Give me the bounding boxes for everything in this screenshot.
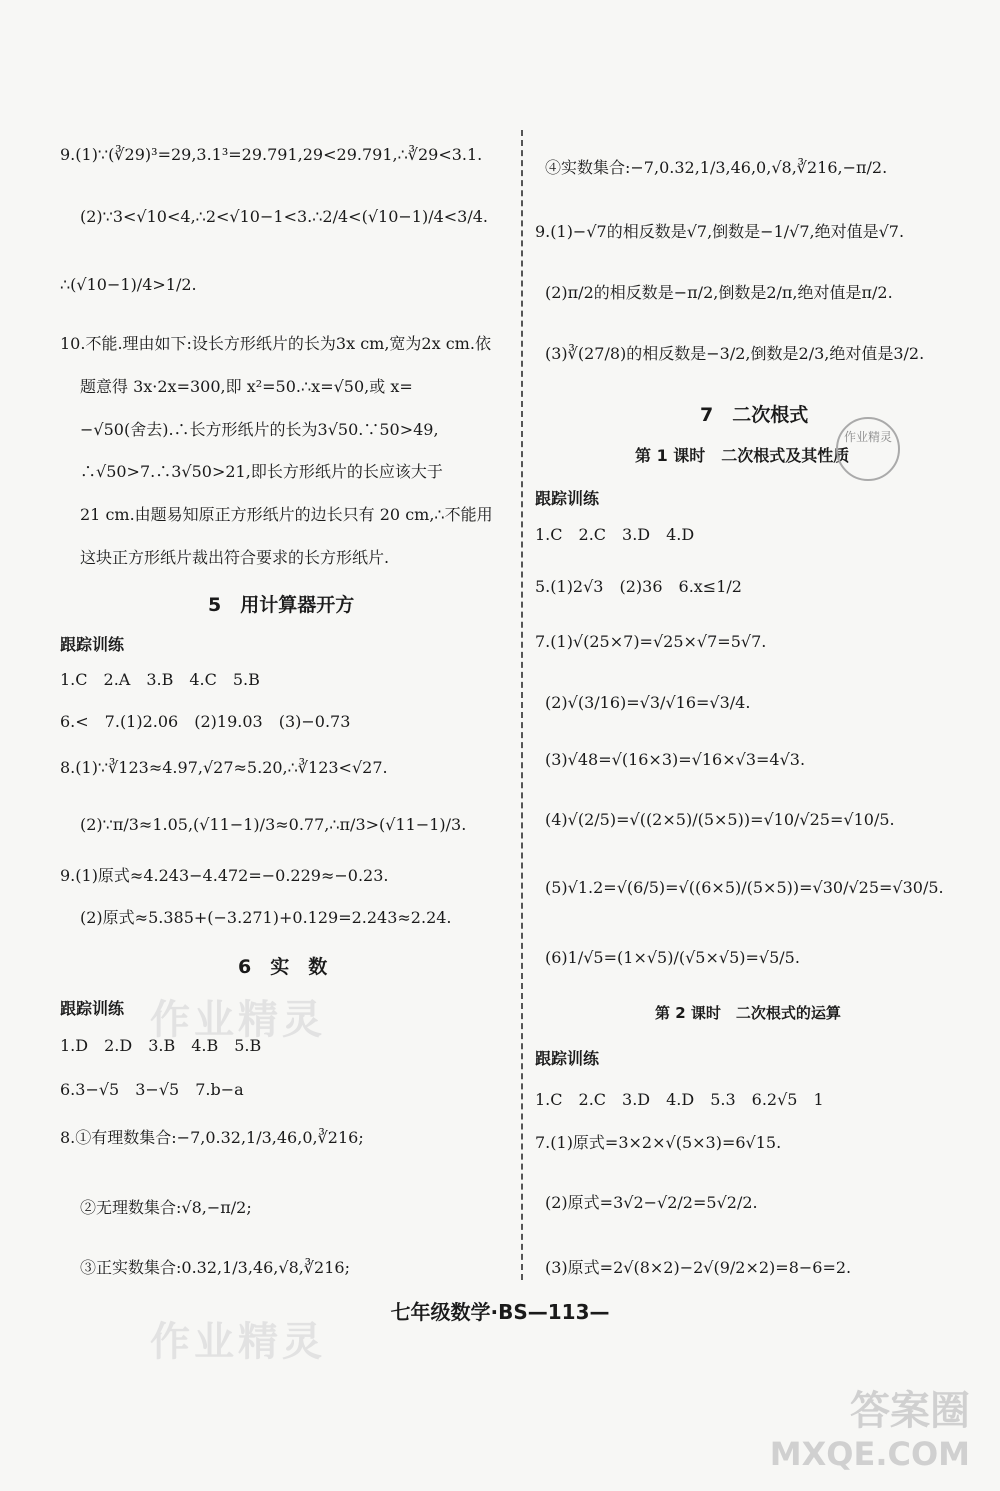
answer-line: 9.(1)∵(∛29)³=29,3.1³=29.791,29<29.791,∴∛29<3.1. bbox=[60, 145, 483, 164]
answer-line: (6)1/√5=(1×√5)/(√5×√5)=√5/5. bbox=[545, 948, 800, 967]
answer-line: ②无理数集合:√8,−π/2; bbox=[80, 1198, 252, 1217]
answer-line: 21 cm.由题易知原正方形纸片的边长只有 20 cm,∴不能用 bbox=[80, 505, 493, 524]
lesson-title: 第 2 课时 二次根式的运算 bbox=[655, 1004, 841, 1022]
answer-line: (3)∛(27/8)的相反数是−3/2,倒数是2/3,绝对值是3/2. bbox=[545, 344, 925, 363]
answer-line: (3)√48=√(16×3)=√16×√3=4√3. bbox=[545, 750, 806, 769]
answer-line: 这块正方形纸片裁出符合要求的长方形纸片. bbox=[80, 548, 390, 567]
answer-line: 6.3−√5 3−√5 7.b−a bbox=[60, 1080, 244, 1099]
answer-line: (2)原式=3√2−√2/2=5√2/2. bbox=[545, 1193, 758, 1212]
answer-line: 8.①有理数集合:−7,0.32,1/3,46,0,∛216; bbox=[60, 1128, 364, 1147]
answer-line: 7.(1)√(25×7)=√25×√7=5√7. bbox=[535, 632, 767, 651]
answer-line: −√50(舍去).∴长方形纸片的长为3√50.∵50>49, bbox=[80, 420, 439, 439]
answer-line: 8.(1)∵∛123≈4.97,√27≈5.20,∴∛123<√27. bbox=[60, 758, 388, 777]
section-title: 5 用计算器开方 bbox=[208, 594, 355, 616]
column-divider bbox=[521, 130, 523, 1280]
stamp-logo: 作业精灵 bbox=[836, 417, 900, 481]
answer-line: 6.< 7.(1)2.06 (2)19.03 (3)−0.73 bbox=[60, 712, 351, 731]
answer-line: 1.C 2.C 3.D 4.D bbox=[535, 525, 695, 544]
watermark: 作业精灵 bbox=[150, 997, 326, 1043]
subsection-label: 跟踪训练 bbox=[535, 489, 600, 508]
answer-line: ④实数集合:−7,0.32,1/3,46,0,√8,∛216,−π/2. bbox=[545, 158, 888, 177]
answer-line: 题意得 3x·2x=300,即 x²=50.∴x=√50,或 x= bbox=[80, 377, 413, 396]
answer-line: (5)√1.2=√(6/5)=√((6×5)/(5×5))=√30/√25=√30/5. bbox=[545, 878, 944, 897]
answer-line: 1.C 2.A 3.B 4.C 5.B bbox=[60, 670, 260, 689]
answer-line: (2)原式≈5.385+(−3.271)+0.129=2.243≈2.24. bbox=[80, 908, 452, 927]
subsection-label: 跟踪训练 bbox=[60, 999, 125, 1018]
answer-line: ③正实数集合:0.32,1/3,46,√8,∛216; bbox=[80, 1258, 350, 1277]
answer-line: (3)原式=2√(8×2)−2√(9/2×2)=8−6=2. bbox=[545, 1258, 852, 1277]
answer-line: 1.D 2.D 3.B 4.B 5.B bbox=[60, 1036, 262, 1055]
subsection-label: 跟踪训练 bbox=[535, 1049, 600, 1068]
answer-line: 9.(1)−√7的相反数是√7,倒数是−1/√7,绝对值是√7. bbox=[535, 222, 905, 241]
answer-line: 9.(1)原式≈4.243−4.472=−0.229≈−0.23. bbox=[60, 866, 389, 885]
answer-line: 5.(1)2√3 (2)36 6.x≤1/2 bbox=[535, 577, 742, 596]
answer-line: 10.不能.理由如下:设长方形纸片的长为3x cm,宽为2x cm.依 bbox=[60, 334, 491, 353]
answer-line: 1.C 2.C 3.D 4.D 5.3 6.2√5 1 bbox=[535, 1090, 824, 1109]
answer-line: (2)√(3/16)=√3/√16=√3/4. bbox=[545, 693, 751, 712]
section-title: 7 二次根式 bbox=[700, 404, 809, 426]
answer-line: (2)π/2的相反数是−π/2,倒数是2/π,绝对值是π/2. bbox=[545, 283, 893, 302]
page-footer: 七年级数学·BS—113— bbox=[390, 1300, 610, 1324]
answer-line: ∴√50>7.∴3√50>21,即长方形纸片的长应该大于 bbox=[80, 462, 443, 481]
lesson-title: 第 1 课时 二次根式及其性质 bbox=[635, 446, 850, 465]
subsection-label: 跟踪训练 bbox=[60, 635, 125, 654]
site-logo-url: MXQE.COM bbox=[769, 1435, 970, 1473]
answer-line: (2)∵π/3≈1.05,(√11−1)/3≈0.77,∴π/3>(√11−1)/3. bbox=[80, 815, 467, 834]
answer-line: ∴(√10−1)/4>1/2. bbox=[60, 275, 197, 294]
site-logo: 答案圈 bbox=[850, 1388, 970, 1434]
answer-line: (4)√(2/5)=√((2×5)/(5×5))=√10/√25=√10/5. bbox=[545, 810, 895, 829]
answer-line: 7.(1)原式=3×2×√(5×3)=6√15. bbox=[535, 1133, 782, 1152]
answer-line: (2)∵3<√10<4,∴2<√10−1<3.∴2/4<(√10−1)/4<3/4. bbox=[80, 207, 489, 226]
section-title: 6 实 数 bbox=[238, 956, 328, 978]
watermark: 作业精灵 bbox=[150, 1319, 326, 1365]
